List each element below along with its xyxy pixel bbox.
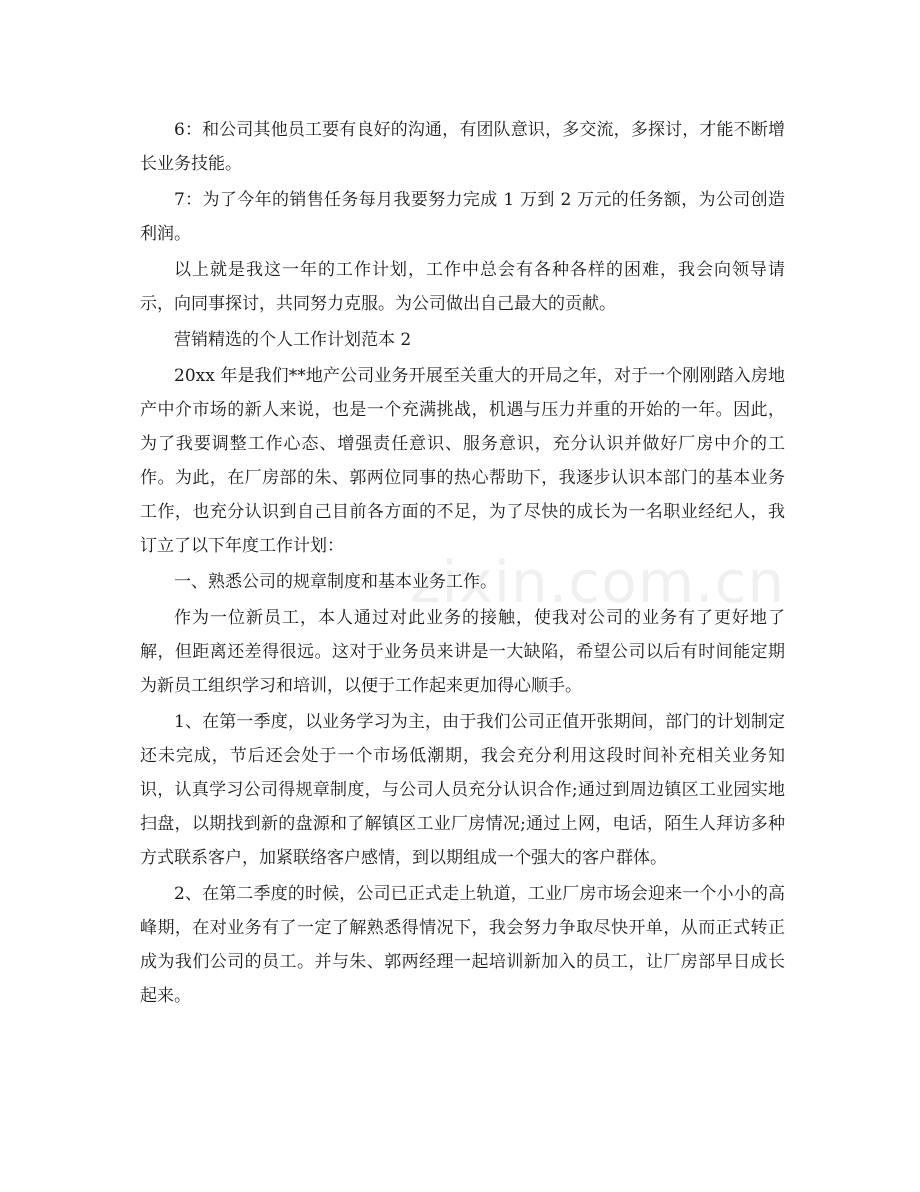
watermark: zixin.com.cn — [410, 548, 786, 616]
paragraph-first-quarter: 1、在第一季度，以业务学习为主，由于我们公司正值开张期间，部门的计划制定还未完成，节后还会处于一个市场低潮期，我会充分利用这段时间补充相关业务知识，认真学习公司得规章制度，与公司人员充分认识合作;通过到周边镇区工业园实地扫盘，以期找到新的盘源和了解镇区工业厂房情况;通过上网，电话，陌生人拜访多种方式联系客户，加紧联络客户感情，到以期组成一个强大的客户群体。 — [140, 712, 785, 868]
paragraph-intro: 20xx 年是我们**地产公司业务开展至关重大的开局之年，对于一个刚刚踏入房地产中介市场的新人来说，也是一个充满挑战，机遇与压力并重的开始的一年。因此，为了我要调整工作心态、增强责任意识、服务意识，充分认识并做好厂房中介的工作。为此，在厂房部的朱、郭两位同事的热心帮助下，我逐步认识本部门的基本业务工作，也充分认识到自己目前各方面的不足，为了尽快的成长为一名职业经纪人，我订立了以下年度工作计划： — [140, 366, 785, 556]
paragraph-new-employee: 作为一位新员工，本人通过对此业务的接触，使我对公司的业务有了更好地了解，但距离还差得很远。这对于业务员来讲是一大缺陷，希望公司以后有时间能定期为新员工组织学习和培训，以便于工作起来更加得心顺手。 — [140, 608, 785, 696]
paragraph-second-quarter: 2、在第二季度的时候，公司已正式走上轨道，工业厂房市场会迎来一个小小的高峰期，在对业务有了一定了解熟悉得情况下，我会努力争取尽快开单，从而正式转正成为我们公司的员工。并与朱、郭两经理一起培训新加入的员工，让厂房部早日成长起来。 — [140, 884, 785, 1006]
paragraph-summary: 以上就是我这一年的工作计划，工作中总会有各种各样的困难，我会向领导请示，向同事探讨，共同努力克服。为公司做出自己最大的贡献。 — [140, 260, 785, 314]
section-heading-one: 一、熟悉公司的规章制度和基本业务工作。 — [174, 572, 497, 592]
section-title-sample-2: 营销精选的个人工作计划范本 2 — [174, 330, 412, 350]
paragraph-item-6: 6：和公司其他员工要有良好的沟通，有团队意识，多交流，多探讨，才能不断增长业务技能。 — [140, 120, 785, 174]
document-body — [140, 113, 785, 1015]
paragraph-item-7: 7：为了今年的销售任务每月我要努力完成 1 万到 2 万元的任务额，为公司创造利润。 — [140, 190, 785, 244]
